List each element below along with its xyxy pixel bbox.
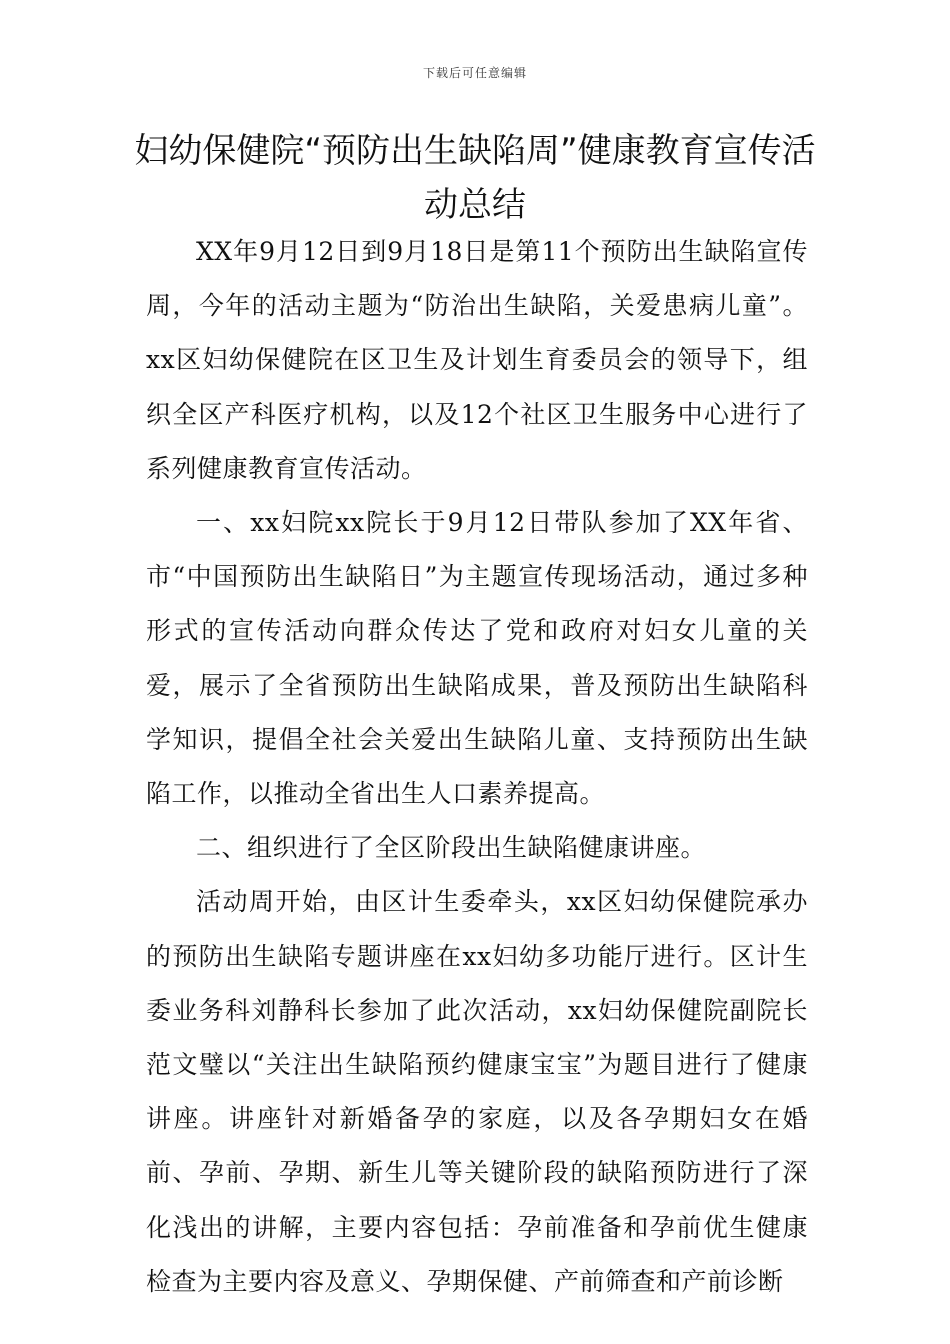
paragraph-intro: XX年9月12日到9月18日是第11个预防出生缺陷宣传周，今年的活动主题为“防治出生缺陷，关爱患病儿童”。xx区妇幼保健院在区卫生及计划生育委员会的领导下，组织全区产科医疗机构，以及12个社区卫生服务中心进行了系列健康教育宣传活动。: [146, 237, 808, 483]
paragraph-section-two-body: 活动周开始，由区计生委牵头，xx区妇幼保健院承办的预防出生缺陷专题讲座在xx妇幼多功能厅进行。区计生委业务科刘静科长参加了此次活动，xx妇幼保健院副院长范文璧以“关注出生缺陷预约健康宝宝”为题目进行了健康讲座。讲座针对新婚备孕的家庭，以及各孕期妇女在婚前、孕前、孕期、新生儿等关键阶段的缺陷预防进行了深化浅出的讲解，主要内容包括：孕前准备和孕前优生健康检查为主要内容及意义、孕期保健、产前筛查和产前诊断: [146, 887, 808, 1296]
paragraph-section-one: 一、xx妇院xx院长于9月12日带队参加了XX年省、市“中国预防出生缺陷日”为主题宣传现场活动，通过多种形式的宣传活动向群众传达了党和政府对妇女儿童的关爱，展示了全省预防出生缺陷成果，普及预防出生缺陷科学知识，提倡全社会关爱出生缺陷儿童、支持预防出生缺陷工作，以推动全省出生人口素养提高。: [146, 508, 808, 809]
document-body: [146, 225, 808, 1309]
paragraph-section-two-heading: 二、组织进行了全区阶段出生缺陷健康讲座。: [196, 833, 707, 863]
document-title: 妇幼保健院“预防出生缺陷周”健康教育宣传活动总结: [134, 131, 816, 225]
header-note: 下载后可任意编辑: [422, 66, 527, 80]
